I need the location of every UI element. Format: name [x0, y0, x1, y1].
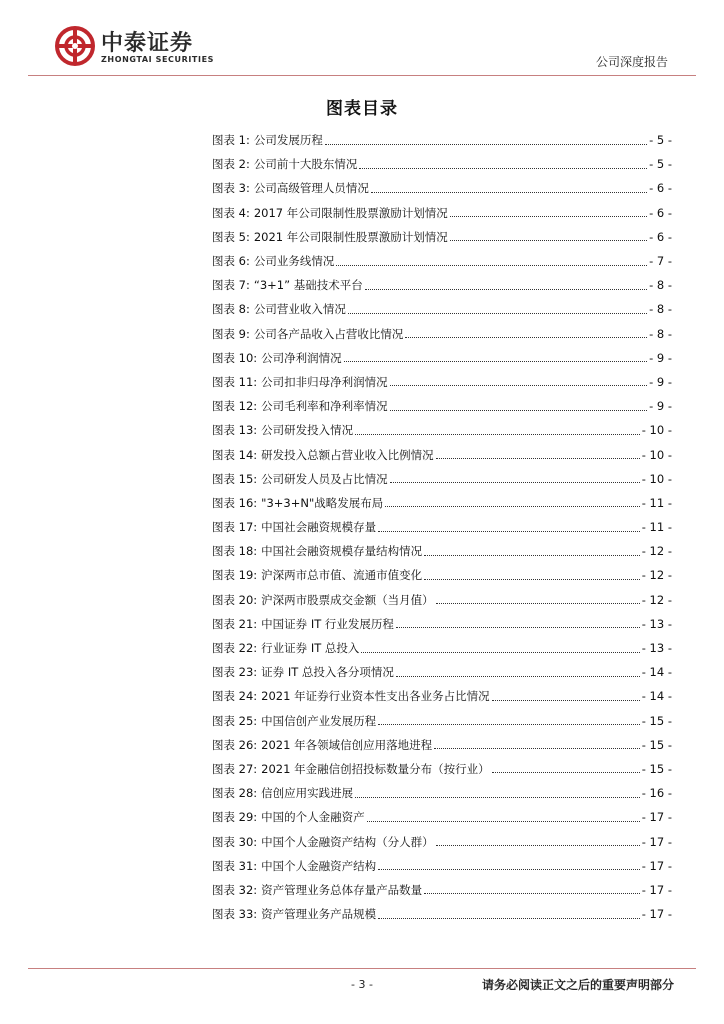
toc-entry-title: 公司净利润情况	[261, 350, 342, 365]
toc-entry-label: 图表 13:	[212, 423, 258, 438]
toc-entry[interactable]	[212, 757, 672, 781]
toc-entry-page: - 15 -	[641, 761, 672, 776]
toc-entry-title: 中国证券 IT 行业发展历程	[261, 616, 394, 631]
toc-entry[interactable]	[212, 878, 672, 902]
toc-entry[interactable]	[212, 370, 672, 394]
toc-entry-label: 图表 2:	[212, 157, 250, 172]
toc-entry-title: 中国个人金融资产结构（分人群）	[261, 834, 434, 849]
toc-entry-page: - 10 -	[641, 447, 672, 462]
toc-entry-title: "3+3+N"战略发展布局	[261, 495, 384, 510]
toc-entry-label: 图表 21:	[212, 616, 258, 631]
toc-entry[interactable]	[212, 152, 672, 176]
toc-entry-label: 图表 15:	[212, 471, 258, 486]
toc-dot-leader	[378, 531, 640, 532]
toc-entry-page: - 10 -	[641, 471, 672, 486]
toc-entry-title: 2017 年公司限制性股票激励计划情况	[253, 205, 448, 220]
toc-entry-label: 图表 24:	[212, 689, 258, 704]
toc-entry-label: 图表 12:	[212, 399, 258, 414]
toc-entry-page: - 12 -	[641, 592, 672, 607]
toc-entry-title: 研发投入总额占营业收入比例情况	[261, 447, 434, 462]
toc-entry-label: 图表 17:	[212, 520, 258, 535]
toc-entry[interactable]	[212, 829, 672, 853]
toc-entry-title: 沪深两市股票成交金额（当月值）	[261, 592, 434, 607]
toc-entry-page: - 14 -	[641, 689, 672, 704]
toc-entry-title: 沪深两市总市值、流通市值变化	[261, 568, 423, 583]
toc-entry-label: 图表 20:	[212, 592, 258, 607]
toc-entry-page: - 13 -	[641, 641, 672, 656]
toc-entry-title: “3+1” 基础技术平台	[253, 278, 363, 293]
toc-entry[interactable]	[212, 733, 672, 757]
toc-entry-label: 图表 18:	[212, 544, 258, 559]
toc-entry[interactable]	[212, 418, 672, 442]
toc-entry-title: 公司研发投入情况	[261, 423, 354, 438]
toc-entry[interactable]	[212, 612, 672, 636]
toc-entry-title: 行业证券 IT 总投入	[261, 641, 360, 656]
toc-dot-leader	[348, 313, 647, 314]
toc-entry[interactable]	[212, 297, 672, 321]
toc-entry-title: 公司营业收入情况	[253, 302, 346, 317]
toc-dot-leader	[492, 772, 640, 773]
toc-dot-leader	[355, 434, 640, 435]
toc-entry-label: 图表 9:	[212, 326, 250, 341]
toc-entry-page: - 13 -	[641, 616, 672, 631]
toc-entry[interactable]	[212, 902, 672, 926]
toc-entry-page: - 5 -	[649, 157, 672, 172]
toc-entry-title: 2021 年各领域信创应用落地进程	[261, 737, 433, 752]
toc-entry-page: - 14 -	[641, 665, 672, 680]
toc-entry-page: - 17 -	[641, 882, 672, 897]
toc-entry-title: 2021 年金融信创招投标数量分布（按行业）	[261, 761, 490, 776]
toc-entry-page: - 17 -	[641, 907, 672, 922]
toc-heading: 图表目录	[326, 99, 398, 119]
toc-entry-title: 公司前十大股东情况	[253, 157, 358, 172]
toc-entry-title: 公司毛利率和净利率情况	[261, 399, 388, 414]
toc-entry-label: 图表 16:	[212, 495, 258, 510]
toc-entry-title: 中国信创产业发展历程	[261, 713, 377, 728]
toc-dot-leader	[325, 144, 647, 145]
toc-entry-page: - 16 -	[641, 786, 672, 801]
toc-entry-page: - 6 -	[649, 181, 672, 196]
toc-entry-title: 证券 IT 总投入各分项情况	[261, 665, 394, 680]
toc-dot-leader	[436, 603, 640, 604]
toc-entry-page: - 17 -	[641, 810, 672, 825]
toc-entry-label: 图表 6:	[212, 254, 250, 269]
toc-entry-label: 图表 27:	[212, 761, 258, 776]
toc-dot-leader	[450, 216, 647, 217]
toc-entry-label: 图表 26:	[212, 737, 258, 752]
toc-entry-label: 图表 28:	[212, 786, 258, 801]
toc-entry-title: 资产管理业务总体存量产品数量	[261, 882, 423, 897]
toc-entry-page: - 8 -	[649, 326, 672, 341]
page-number: - 3 -	[351, 978, 373, 991]
toc-entry-page: - 17 -	[641, 858, 672, 873]
toc-dot-leader	[355, 797, 640, 798]
toc-entry-page: - 12 -	[641, 544, 672, 559]
toc-entry-page: - 8 -	[649, 302, 672, 317]
toc-dot-leader	[405, 337, 647, 338]
page-header	[0, 0, 724, 80]
zhongtai-logo-icon	[55, 26, 95, 66]
toc-dot-leader	[385, 506, 639, 507]
toc-entry-title: 公司发展历程	[253, 133, 323, 148]
toc-entry[interactable]	[212, 563, 672, 587]
toc-entry-title: 中国个人金融资产结构	[261, 858, 377, 873]
report-type-label: 公司深度报告	[595, 55, 668, 69]
toc-entry-page: - 9 -	[649, 374, 672, 389]
toc-entry[interactable]	[212, 394, 672, 418]
toc-dot-leader	[371, 192, 647, 193]
toc-entry[interactable]	[212, 515, 672, 539]
toc-entry[interactable]	[212, 128, 672, 152]
toc-dot-leader	[396, 627, 640, 628]
toc-entry[interactable]	[212, 539, 672, 563]
toc-dot-leader	[367, 821, 640, 822]
toc-entry-page: - 6 -	[649, 229, 672, 244]
toc-entry-label: 图表 23:	[212, 665, 258, 680]
toc-entry-title: 2021 年证券行业资本性支出各业务占比情况	[261, 689, 490, 704]
toc-entry[interactable]	[212, 249, 672, 273]
toc-dot-leader	[378, 869, 640, 870]
disclaimer-text: 请务必阅读正文之后的重要声明部分	[481, 978, 674, 992]
toc-entry-label: 图表 29:	[212, 810, 258, 825]
toc-entry-page: - 15 -	[641, 737, 672, 752]
logo-text-english: ZHONGTAI SECURITIES	[101, 55, 214, 64]
toc-entry[interactable]	[212, 176, 672, 200]
toc-dot-leader	[434, 748, 640, 749]
toc-entry[interactable]	[212, 225, 672, 249]
toc-dot-leader	[361, 652, 639, 653]
toc-entry[interactable]	[212, 805, 672, 829]
toc-entry-page: - 8 -	[649, 278, 672, 293]
toc-dot-leader	[359, 168, 647, 169]
company-logo	[55, 26, 245, 70]
toc-entry-label: 图表 14:	[212, 447, 258, 462]
toc-entry-title: 公司扣非归母净利润情况	[261, 374, 388, 389]
toc-entry-page: - 12 -	[641, 568, 672, 583]
toc-dot-leader	[390, 410, 647, 411]
toc-entry-title: 中国社会融资规模存量	[261, 520, 377, 535]
toc-dot-leader	[336, 265, 647, 266]
toc-entry-label: 图表 10:	[212, 350, 258, 365]
toc-entry-page: - 10 -	[641, 423, 672, 438]
toc-entry[interactable]	[212, 273, 672, 297]
toc-dot-leader	[492, 700, 640, 701]
toc-entry-title: 公司研发人员及占比情况	[261, 471, 388, 486]
toc-dot-leader	[424, 555, 640, 556]
logo-text-chinese: 中泰证券	[101, 31, 194, 56]
toc-entry[interactable]	[212, 684, 672, 708]
toc-entry-page: - 6 -	[649, 205, 672, 220]
toc-entry[interactable]	[212, 636, 672, 660]
toc-entry-label: 图表 19:	[212, 568, 258, 583]
toc-entry-label: 图表 4:	[212, 205, 250, 220]
toc-dot-leader	[436, 458, 640, 459]
toc-dot-leader	[390, 385, 647, 386]
toc-dot-leader	[378, 918, 640, 919]
toc-entry-page: - 15 -	[641, 713, 672, 728]
toc-entry-label: 图表 32:	[212, 882, 258, 897]
toc-entry[interactable]	[212, 491, 672, 515]
toc-entry-page: - 9 -	[649, 350, 672, 365]
toc-entry-title: 资产管理业务产品规模	[261, 907, 377, 922]
toc-dot-leader	[396, 676, 640, 677]
toc-entry-title: 中国的个人金融资产	[261, 810, 365, 825]
toc-dot-leader	[424, 579, 640, 580]
toc-dot-leader	[436, 845, 640, 846]
toc-dot-leader	[365, 289, 647, 290]
toc-entry[interactable]	[212, 854, 672, 878]
toc-dot-leader	[378, 724, 640, 725]
toc-dot-leader	[424, 893, 640, 894]
toc-entry-label: 图表 25:	[212, 713, 258, 728]
toc-dot-leader	[390, 482, 640, 483]
toc-entry-page: - 11 -	[641, 495, 672, 510]
toc-entry-label: 图表 33:	[212, 907, 258, 922]
toc-entry-label: 图表 30:	[212, 834, 258, 849]
toc-entry[interactable]	[212, 709, 672, 733]
toc-entry-page: - 7 -	[649, 254, 672, 269]
toc-entry-label: 图表 1:	[212, 133, 250, 148]
toc-entry-title: 中国社会融资规模存量结构情况	[261, 544, 423, 559]
header-divider	[28, 75, 696, 76]
toc-entry-page: - 11 -	[641, 520, 672, 535]
toc-entry[interactable]	[212, 346, 672, 370]
figure-table-of-contents	[212, 128, 672, 926]
toc-entry-label: 图表 22:	[212, 641, 258, 656]
toc-entry[interactable]	[212, 442, 672, 466]
toc-entry-label: 图表 31:	[212, 858, 258, 873]
toc-entry-label: 图表 7:	[212, 278, 250, 293]
toc-entry-title: 信创应用实践进展	[261, 786, 354, 801]
toc-dot-leader	[450, 240, 647, 241]
toc-entry-label: 图表 3:	[212, 181, 250, 196]
toc-entry-label: 图表 8:	[212, 302, 250, 317]
toc-entry[interactable]	[212, 588, 672, 612]
footer-divider	[28, 968, 696, 969]
toc-entry[interactable]	[212, 322, 672, 346]
toc-entry[interactable]	[212, 781, 672, 805]
toc-entry[interactable]	[212, 660, 672, 684]
toc-dot-leader	[344, 361, 647, 362]
toc-entry-page: - 5 -	[649, 133, 672, 148]
toc-entry[interactable]	[212, 201, 672, 225]
toc-entry[interactable]	[212, 467, 672, 491]
toc-entry-title: 公司高级管理人员情况	[253, 181, 369, 196]
toc-entry-page: - 9 -	[649, 399, 672, 414]
toc-entry-label: 图表 5:	[212, 229, 250, 244]
toc-entry-title: 2021 年公司限制性股票激励计划情况	[253, 229, 448, 244]
toc-entry-title: 公司各产品收入占营收比情况	[253, 326, 404, 341]
toc-entry-label: 图表 11:	[212, 374, 258, 389]
toc-entry-title: 公司业务线情况	[253, 254, 335, 269]
toc-entry-page: - 17 -	[641, 834, 672, 849]
